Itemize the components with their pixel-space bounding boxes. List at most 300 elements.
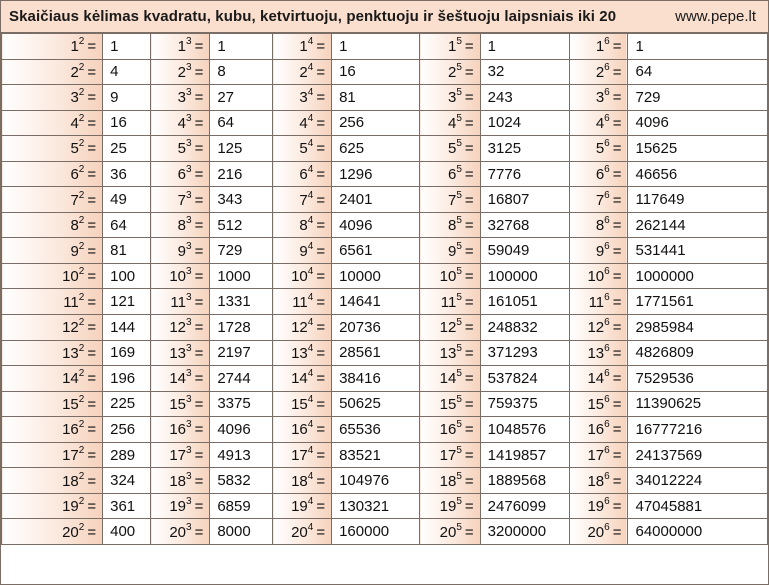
power-expression-cell	[420, 187, 481, 213]
exponent: 6	[604, 393, 610, 405]
equals-sign: =	[87, 114, 97, 132]
equals-sign: =	[612, 523, 622, 541]
power-expression-cell	[420, 417, 481, 443]
power-expression-cell	[420, 468, 481, 494]
power-result-cell: 371293	[480, 340, 569, 366]
power-result-cell: 2744	[210, 366, 273, 392]
power-result-cell: 1889568	[480, 468, 569, 494]
exponent: 5	[456, 240, 462, 252]
power-expression-cell	[273, 519, 332, 545]
exponent: 3	[186, 291, 192, 303]
power-result-cell: 47045881	[628, 493, 768, 519]
power-result-cell: 32768	[480, 212, 569, 238]
table-row	[2, 340, 768, 366]
equals-sign: =	[194, 140, 204, 158]
power-expression-cell	[2, 59, 103, 85]
equals-sign: =	[464, 293, 474, 311]
base-number: 2	[70, 63, 79, 81]
base-number: 15	[587, 395, 605, 413]
exponent: 4	[307, 164, 314, 175]
power-expression-cell	[2, 238, 103, 264]
exponent: 6	[604, 291, 610, 303]
power-expression-cell	[569, 136, 628, 162]
power-result-cell: 2197	[210, 340, 273, 366]
exponent: 4	[307, 240, 314, 252]
equals-sign: =	[464, 370, 474, 388]
power-result-cell: 7529536	[628, 366, 768, 392]
base-number: 10	[62, 268, 79, 286]
base-number: 3	[177, 89, 186, 107]
equals-sign: =	[87, 395, 97, 413]
base-number: 20	[587, 523, 605, 541]
power-result-cell: 5832	[210, 468, 273, 494]
power-result-cell: 1	[480, 34, 569, 60]
power-result-cell: 400	[103, 519, 151, 545]
table-row	[2, 136, 768, 162]
exponent: 5	[456, 138, 462, 150]
power-expression-cell	[151, 110, 210, 136]
table-header	[1, 1, 768, 33]
base-number: 5	[595, 140, 605, 158]
power-result-cell: 59049	[480, 238, 569, 264]
exponent: 6	[604, 266, 610, 278]
base-number: 16	[439, 421, 457, 439]
power-result-cell: 4	[103, 59, 151, 85]
exponent: 2	[78, 470, 85, 482]
base-number: 6	[448, 166, 457, 183]
equals-sign: =	[316, 421, 326, 439]
equals-sign: =	[87, 140, 97, 158]
equals-sign: =	[612, 242, 622, 260]
base-number: 17	[169, 447, 186, 465]
power-result-cell: 104976	[332, 468, 420, 494]
table-row	[2, 85, 768, 111]
base-number: 19	[169, 498, 186, 516]
power-expression-cell	[2, 519, 103, 545]
base-number: 8	[177, 217, 186, 235]
equals-sign: =	[194, 498, 204, 516]
base-number: 7	[299, 191, 308, 209]
base-number: 15	[62, 395, 79, 413]
power-expression-cell	[569, 519, 628, 545]
base-number: 10	[169, 268, 186, 286]
base-number: 5	[70, 140, 79, 158]
exponent: 2	[78, 138, 85, 150]
base-number: 3	[299, 89, 308, 107]
exponent: 3	[186, 393, 192, 405]
base-number: 6	[299, 166, 308, 183]
base-number: 20	[169, 523, 186, 541]
power-expression-cell	[151, 366, 210, 392]
equals-sign: =	[87, 38, 97, 56]
power-result-cell: 196	[103, 366, 151, 392]
power-result-cell: 65536	[332, 417, 420, 443]
base-number: 7	[448, 191, 457, 209]
power-result-cell: 169	[103, 340, 151, 366]
power-expression-cell	[151, 468, 210, 494]
power-result-cell: 729	[210, 238, 273, 264]
base-number: 11	[63, 293, 79, 311]
table-row	[2, 289, 768, 315]
base-number: 11	[588, 293, 605, 311]
equals-sign: =	[612, 319, 622, 337]
base-number: 4	[595, 114, 605, 132]
exponent: 4	[307, 87, 314, 99]
equals-sign: =	[464, 114, 474, 132]
base-number: 4	[177, 114, 186, 132]
exponent: 4	[307, 112, 314, 124]
equals-sign: =	[464, 217, 474, 235]
power-result-cell: 16	[332, 59, 420, 85]
power-expression-cell	[273, 34, 332, 60]
base-number: 2	[448, 63, 457, 81]
base-number: 12	[169, 319, 186, 337]
equals-sign: =	[316, 293, 326, 311]
power-result-cell: 6859	[210, 493, 273, 519]
power-result-cell: 1048576	[480, 417, 569, 443]
equals-sign: =	[612, 166, 622, 183]
base-number: 20	[62, 523, 79, 541]
power-expression-cell	[569, 161, 628, 187]
power-result-cell: 50625	[332, 391, 420, 417]
power-expression-cell	[2, 366, 103, 392]
exponent: 4	[307, 138, 314, 150]
base-number: 12	[62, 319, 79, 337]
power-expression-cell	[273, 238, 332, 264]
equals-sign: =	[612, 114, 622, 132]
power-result-cell: 1	[103, 34, 151, 60]
equals-sign: =	[316, 140, 326, 158]
power-result-cell: 256	[332, 110, 420, 136]
exponent: 6	[604, 215, 610, 227]
power-result-cell: 1296	[332, 161, 420, 187]
exponent: 4	[307, 189, 314, 201]
power-expression-cell	[273, 442, 332, 468]
equals-sign: =	[194, 319, 204, 337]
exponent: 3	[186, 61, 192, 73]
power-expression-cell	[569, 263, 628, 289]
power-expression-cell	[151, 315, 210, 341]
power-result-cell: 100000	[480, 263, 569, 289]
exponent: 5	[456, 445, 462, 457]
base-number: 18	[291, 472, 308, 490]
power-expression-cell	[151, 136, 210, 162]
exponent: 4	[307, 61, 314, 73]
power-expression-cell	[569, 315, 628, 341]
power-expression-cell	[569, 417, 628, 443]
base-number: 17	[62, 447, 79, 465]
power-result-cell: 1331	[210, 289, 273, 315]
exponent: 6	[604, 138, 610, 150]
power-result-cell: 16	[103, 110, 151, 136]
power-expression-cell	[2, 263, 103, 289]
exponent: 6	[604, 61, 610, 73]
power-expression-cell	[2, 289, 103, 315]
equals-sign: =	[194, 191, 204, 209]
power-result-cell: 117649	[628, 187, 768, 213]
exponent: 6	[604, 342, 610, 354]
power-expression-cell	[2, 340, 103, 366]
equals-sign: =	[316, 268, 326, 286]
exponent: 2	[78, 393, 85, 405]
power-expression-cell	[569, 340, 628, 366]
exponent: 5	[456, 419, 462, 431]
equals-sign: =	[612, 38, 622, 56]
power-result-cell: 8000	[210, 519, 273, 545]
base-number: 19	[587, 498, 605, 516]
exponent: 3	[186, 189, 192, 201]
power-result-cell: 32	[480, 59, 569, 85]
table-row	[2, 34, 768, 60]
power-result-cell: 4096	[210, 417, 273, 443]
exponent: 2	[78, 496, 85, 508]
power-expression-cell	[420, 289, 481, 315]
power-expression-cell	[420, 34, 481, 60]
table-row	[2, 468, 768, 494]
power-expression-cell	[420, 263, 481, 289]
power-expression-cell	[420, 493, 481, 519]
base-number: 14	[62, 370, 79, 388]
equals-sign: =	[194, 166, 204, 183]
exponent: 6	[604, 445, 610, 457]
equals-sign: =	[87, 319, 97, 337]
power-result-cell: 343	[210, 187, 273, 213]
base-number: 8	[299, 217, 308, 235]
power-expression-cell	[151, 263, 210, 289]
power-expression-cell	[273, 85, 332, 111]
base-number: 11	[292, 293, 308, 311]
power-expression-cell	[151, 391, 210, 417]
equals-sign: =	[612, 63, 622, 81]
exponent: 2	[78, 164, 85, 175]
exponent: 5	[456, 266, 462, 278]
equals-sign: =	[316, 395, 326, 413]
power-expression-cell	[273, 493, 332, 519]
table-row	[2, 315, 768, 341]
exponent: 3	[186, 112, 192, 124]
table-row	[2, 391, 768, 417]
base-number: 1	[70, 38, 79, 56]
table-row	[2, 263, 768, 289]
power-result-cell: 6561	[332, 238, 420, 264]
equals-sign: =	[194, 63, 204, 81]
base-number: 1	[299, 38, 308, 56]
power-result-cell: 64	[210, 110, 273, 136]
power-result-cell: 537824	[480, 366, 569, 392]
equals-sign: =	[194, 344, 204, 362]
equals-sign: =	[464, 191, 474, 209]
base-number: 2	[177, 63, 186, 81]
equals-sign: =	[612, 447, 622, 465]
equals-sign: =	[87, 191, 97, 209]
exponent: 2	[78, 36, 85, 48]
base-number: 11	[440, 293, 457, 311]
base-number: 4	[448, 114, 457, 132]
exponent: 2	[78, 368, 85, 380]
power-result-cell: 289	[103, 442, 151, 468]
power-result-cell: 1728	[210, 315, 273, 341]
equals-sign: =	[464, 38, 474, 56]
power-expression-cell	[569, 442, 628, 468]
equals-sign: =	[194, 293, 204, 311]
equals-sign: =	[464, 421, 474, 439]
exponent: 2	[78, 419, 85, 431]
exponent: 3	[186, 240, 192, 252]
power-expression-cell	[420, 85, 481, 111]
power-expression-cell	[273, 263, 332, 289]
exponent: 3	[186, 445, 192, 457]
power-result-cell: 361	[103, 493, 151, 519]
power-result-cell: 25	[103, 136, 151, 162]
base-number: 13	[439, 344, 457, 362]
equals-sign: =	[194, 89, 204, 107]
power-expression-cell	[569, 59, 628, 85]
power-expression-cell	[273, 136, 332, 162]
equals-sign: =	[464, 498, 474, 516]
exponent: 6	[604, 470, 610, 482]
power-expression-cell	[2, 493, 103, 519]
table-row	[2, 442, 768, 468]
power-expression-cell	[273, 212, 332, 238]
equals-sign: =	[316, 370, 326, 388]
exponent: 3	[186, 215, 192, 227]
exponent: 5	[456, 368, 462, 380]
power-expression-cell	[273, 315, 332, 341]
power-expression-cell	[273, 187, 332, 213]
power-expression-cell	[2, 315, 103, 341]
power-result-cell: 324	[103, 468, 151, 494]
base-number: 17	[291, 447, 308, 465]
equals-sign: =	[612, 472, 622, 490]
power-expression-cell	[420, 110, 481, 136]
exponent: 3	[186, 521, 192, 533]
equals-sign: =	[464, 140, 474, 158]
power-expression-cell	[2, 34, 103, 60]
equals-sign: =	[464, 268, 474, 286]
power-expression-cell	[420, 136, 481, 162]
exponent: 3	[186, 164, 192, 175]
exponent: 3	[186, 470, 192, 482]
power-expression-cell	[420, 366, 481, 392]
equals-sign: =	[464, 472, 474, 490]
base-number: 1	[595, 38, 605, 56]
power-expression-cell	[151, 442, 210, 468]
base-number: 1	[177, 38, 186, 56]
base-number: 8	[595, 217, 605, 235]
power-expression-cell	[273, 366, 332, 392]
power-expression-cell	[151, 59, 210, 85]
power-result-cell: 1771561	[628, 289, 768, 315]
power-result-cell: 4826809	[628, 340, 768, 366]
exponent: 4	[307, 291, 314, 303]
power-expression-cell	[569, 493, 628, 519]
table-row	[2, 212, 768, 238]
power-result-cell: 2985984	[628, 315, 768, 341]
exponent: 4	[307, 445, 314, 457]
exponent: 2	[78, 240, 85, 252]
base-number: 10	[439, 268, 457, 286]
power-result-cell: 144	[103, 315, 151, 341]
base-number: 13	[291, 344, 308, 362]
exponent: 3	[186, 36, 192, 48]
power-expression-cell	[569, 34, 628, 60]
power-expression-cell	[151, 161, 210, 187]
equals-sign: =	[87, 447, 97, 465]
power-expression-cell	[420, 238, 481, 264]
power-expression-cell	[2, 417, 103, 443]
base-number: 8	[70, 217, 79, 235]
power-result-cell: 24137569	[628, 442, 768, 468]
power-expression-cell	[569, 289, 628, 315]
power-expression-cell	[151, 417, 210, 443]
base-number: 6	[177, 166, 186, 183]
base-number: 20	[291, 523, 308, 541]
base-number: 18	[62, 472, 79, 490]
base-number: 4	[299, 114, 308, 132]
exponent: 3	[186, 87, 192, 99]
exponent: 5	[456, 112, 462, 124]
power-result-cell: 1	[628, 34, 768, 60]
exponent: 4	[307, 215, 314, 227]
exponent: 3	[186, 496, 192, 508]
power-expression-cell	[2, 187, 103, 213]
base-number: 1	[448, 38, 457, 56]
exponent: 2	[78, 266, 85, 278]
power-result-cell: 262144	[628, 212, 768, 238]
power-result-cell: 16807	[480, 187, 569, 213]
equals-sign: =	[87, 421, 97, 439]
power-expression-cell	[151, 493, 210, 519]
exponent: 3	[186, 138, 192, 150]
equals-sign: =	[316, 38, 326, 56]
power-expression-cell	[569, 212, 628, 238]
base-number: 15	[291, 395, 308, 413]
equals-sign: =	[194, 370, 204, 388]
power-expression-cell	[151, 289, 210, 315]
power-result-cell: 49	[103, 187, 151, 213]
power-expression-cell	[151, 340, 210, 366]
exponent: 5	[456, 164, 462, 175]
power-expression-cell	[569, 238, 628, 264]
equals-sign: =	[612, 89, 622, 107]
equals-sign: =	[464, 395, 474, 413]
base-number: 9	[595, 242, 605, 260]
power-result-cell: 1	[210, 34, 273, 60]
base-number: 14	[291, 370, 308, 388]
exponent: 2	[78, 189, 85, 201]
table-row	[2, 493, 768, 519]
power-result-cell: 9	[103, 85, 151, 111]
equals-sign: =	[464, 89, 474, 107]
table-row	[2, 187, 768, 213]
equals-sign: =	[87, 344, 97, 362]
exponent: 6	[604, 87, 610, 99]
equals-sign: =	[612, 191, 622, 209]
base-number: 16	[291, 421, 308, 439]
power-expression-cell	[420, 212, 481, 238]
power-expression-cell	[569, 468, 628, 494]
base-number: 11	[170, 293, 186, 311]
equals-sign: =	[316, 242, 326, 260]
base-number: 12	[587, 319, 605, 337]
equals-sign: =	[87, 472, 97, 490]
exponent: 6	[604, 164, 610, 175]
equals-sign: =	[316, 344, 326, 362]
power-result-cell: 3200000	[480, 519, 569, 545]
equals-sign: =	[612, 293, 622, 311]
base-number: 9	[299, 242, 308, 260]
base-number: 16	[62, 421, 79, 439]
